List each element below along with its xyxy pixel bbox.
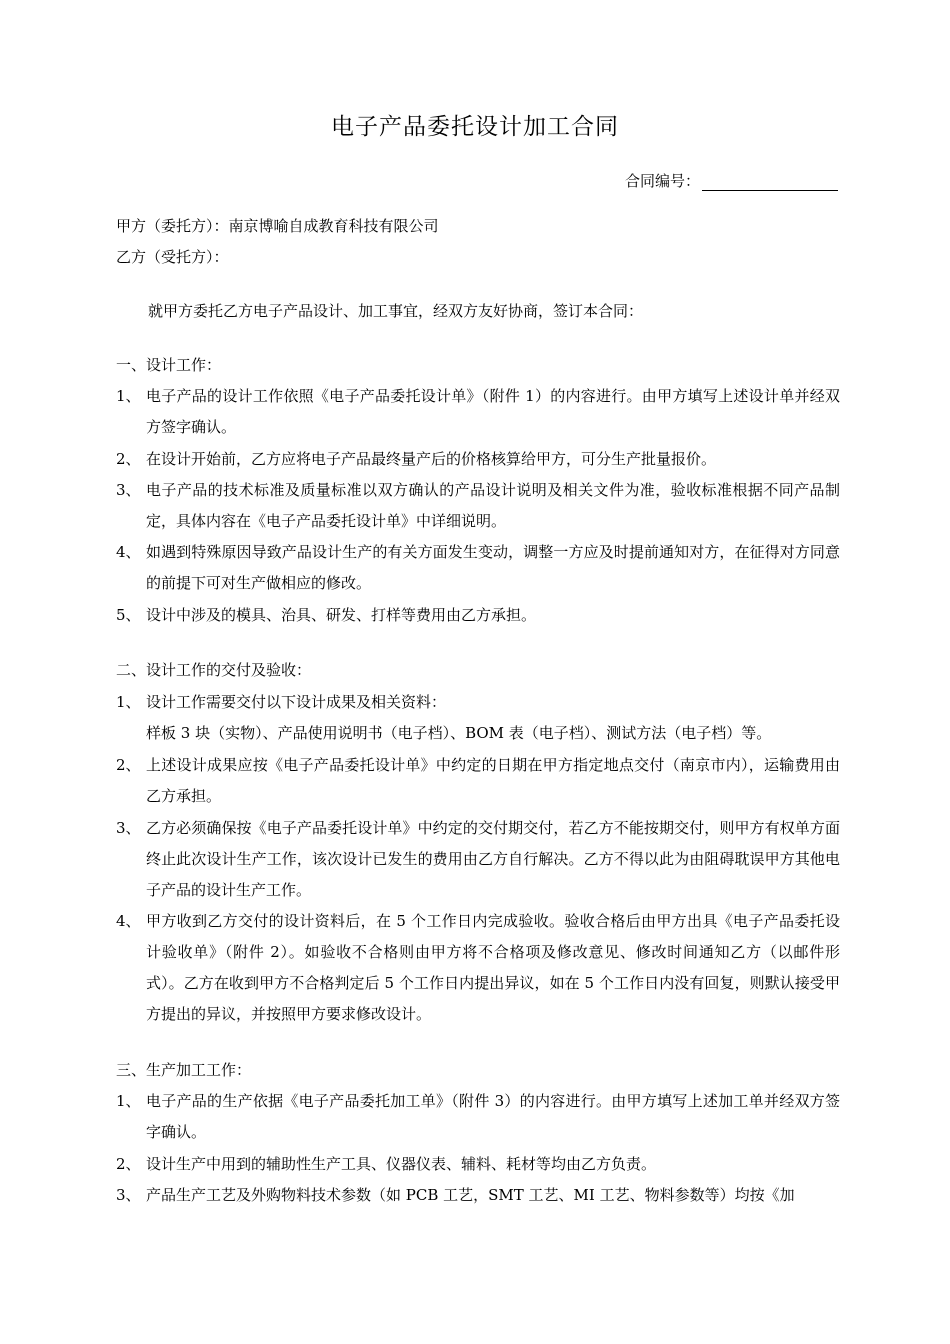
item-text: 设计中涉及的模具、治具、研发、打样等费用由乙方承担。 — [146, 606, 537, 624]
section-heading: 二、设计工作的交付及验收： — [116, 661, 312, 679]
section-heading: 一、设计工作： — [116, 356, 222, 374]
item-text: 甲方收到乙方交付的设计资料后，在 5 个工作日内完成验收。验收合格后由甲方出具《电子产品委托设计验收单》（附件 2）。如验收不合格则由甲方将不合格项及修改意见、修改时间通知乙方（以邮件形式）。乙方在收到甲方不合格判定后 5 个工作日内提出异议，如在 5 个工作日内没有回复，则默认接受甲方提出的异议，并按照甲方要求修改设计。 — [146, 912, 840, 1023]
deliverables-list: 样板 3 块（实物）、产品使用说明书（电子档）、BOM 表（电子档）、测试方法（电子档）等。 — [146, 724, 772, 742]
contract-number-label: 合同编号： — [624, 172, 700, 190]
item-number: 2、 — [116, 450, 141, 468]
item-number: 3、 — [116, 1186, 141, 1204]
section-heading: 三、生产加工工作： — [116, 1061, 252, 1079]
contract-number-blank — [702, 172, 838, 191]
list-item — [116, 1180, 840, 1211]
document-title: 电子产品委托设计加工合同 — [331, 114, 619, 140]
item-number: 1、 — [116, 1092, 141, 1110]
item-number: 3、 — [116, 481, 141, 499]
list-item — [116, 475, 840, 537]
item-text: 设计工作需要交付以下设计成果及相关资料： — [146, 693, 447, 711]
item-number: 2、 — [116, 1155, 141, 1173]
item-text: 在设计开始前，乙方应将电子产品最终量产后的价格核算给甲方，可分生产批量报价。 — [146, 450, 717, 468]
contract-number — [625, 170, 838, 191]
item-number: 4、 — [116, 912, 141, 930]
item-number: 4、 — [116, 543, 141, 561]
list-item — [116, 906, 840, 1030]
item-number: 1、 — [116, 693, 141, 711]
item-number: 3、 — [116, 819, 141, 837]
list-item — [116, 687, 840, 718]
intro-paragraph: 就甲方委托乙方电子产品设计、加工事宜，经双方友好协商，签订本合同： — [148, 302, 644, 320]
list-item — [116, 444, 840, 475]
item-text: 如遇到特殊原因导致产品设计生产的有关方面发生变动，调整一方应及时提前通知对方，在征得对方同意的前提下可对生产做相应的修改。 — [146, 543, 840, 592]
list-item — [116, 537, 840, 599]
list-item — [116, 750, 840, 812]
item-text: 电子产品的生产依据《电子产品委托加工单》（附件 3）的内容进行。由甲方填写上述加工单并经双方签字确认。 — [146, 1092, 840, 1141]
item-number: 5、 — [116, 606, 141, 624]
item-text: 乙方必须确保按《电子产品委托设计单》中约定的交付期交付，若乙方不能按期交付，则甲方有权单方面终止此次设计生产工作，该次设计已发生的费用由乙方自行解决。乙方不得以此为由阻碍耽误甲方其他电子产品的设计生产工作。 — [146, 819, 840, 899]
item-number: 1、 — [116, 387, 141, 405]
list-item — [116, 813, 840, 906]
item-number: 2、 — [116, 756, 141, 774]
list-item — [116, 1086, 840, 1148]
item-text: 设计生产中用到的辅助性生产工具、仪器仪表、辅料、耗材等均由乙方负责。 — [146, 1155, 657, 1173]
list-item — [116, 1149, 840, 1180]
party-a: 甲方（委托方）：南京博喻自成教育科技有限公司 — [116, 217, 439, 235]
item-text: 电子产品的技术标准及质量标准以双方确认的产品设计说明及相关文件为准，验收标准根据不同产品制定，具体内容在《电子产品委托设计单》中详细说明。 — [146, 481, 840, 530]
list-item — [116, 600, 840, 631]
item-text: 上述设计成果应按《电子产品委托设计单》中约定的日期在甲方指定地点交付（南京市内），运输费用由乙方承担。 — [146, 756, 840, 805]
item-text: 产品生产工艺及外购物料技术参数（如 PCB 工艺，SMT 工艺、MI 工艺、物料参数等）均按《加 — [146, 1186, 795, 1204]
party-b: 乙方（受托方）： — [116, 248, 229, 266]
item-text: 电子产品的设计工作依照《电子产品委托设计单》（附件 1）的内容进行。由甲方填写上述设计单并经双方签字确认。 — [146, 387, 840, 436]
list-item — [116, 381, 840, 443]
